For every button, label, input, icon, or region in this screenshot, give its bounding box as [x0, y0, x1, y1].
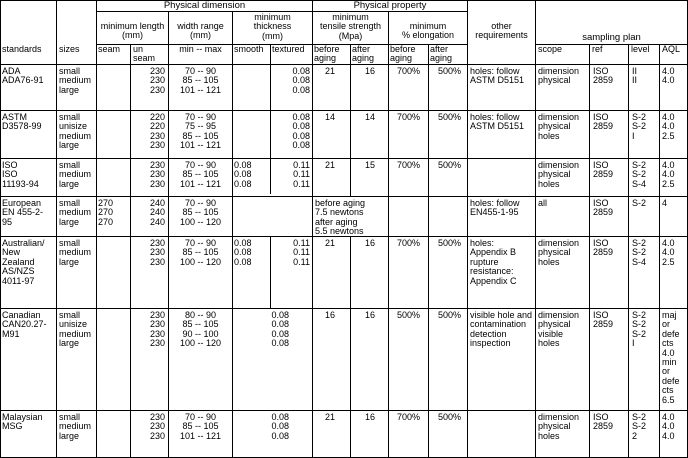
cell-width-range: 70 -- 90 85 -- 105 101 -- 121 — [179, 412, 222, 441]
header-minimum-tensile: minimum tensile strength (Mpa) — [319, 12, 382, 41]
cell-textured-thickness: 0.08 0.08 0.08 — [292, 66, 310, 95]
header-scope: scope — [538, 44, 563, 54]
cell-other-requirements: holes: follow ASTM D5151 — [470, 66, 525, 86]
cell-elongation-after: 500% — [438, 112, 462, 122]
cell-tensile-after: 16 — [365, 66, 376, 76]
header-aql: AQL — [662, 44, 681, 54]
col-rule — [467, 0, 468, 458]
cell-unseam-length: 230 230 230 — [149, 412, 165, 441]
cell-standard: European EN 455-2- 95 — [2, 198, 44, 227]
cell-tensile-after: 16 — [365, 412, 376, 422]
cell-tensile-after: 16 — [365, 310, 376, 320]
col-rule — [232, 11, 233, 458]
header-elongation-after: after aging — [430, 44, 453, 64]
cell-textured-thickness: 0.11 0.11 0.11 — [293, 238, 310, 267]
cell-level: S-2 S-2 S-2 I — [632, 310, 647, 349]
cell-width-range: 70 -- 90 85 -- 105 100 -- 120 — [179, 238, 222, 267]
cell-tensile-strength: before aging 7.5 newtons after aging 5.5 newtons — [315, 198, 366, 237]
cell-elongation-after: 500% — [438, 310, 462, 320]
cell-elongation-before: 700% — [397, 112, 421, 122]
cell-sizes: small unisize medium large — [59, 112, 92, 151]
cell-standard: Australian/ New Zealand AS/NZS 4011-97 — [2, 238, 45, 286]
col-rule — [388, 11, 389, 458]
header-width-range: width range (mm) — [177, 21, 224, 41]
cell-elongation-after: 500% — [438, 160, 462, 170]
cell-scope: dimension physical holes — [538, 112, 580, 141]
header-ref: ref — [592, 44, 603, 54]
header-standards: standards — [2, 44, 42, 54]
cell-smooth-thickness: 0.08 0.08 0.08 — [234, 238, 252, 267]
header-minimum-length: minimum length (mm) — [100, 21, 165, 41]
cell-tensile-after: 16 — [365, 238, 376, 248]
cell-elongation-after: 500% — [438, 238, 462, 248]
cell-aql: 4.0 4.0 — [662, 66, 675, 86]
header-other-requirements: other requirements — [475, 21, 528, 41]
header-un-seam: un seam — [133, 44, 156, 64]
header-physical-property: Physical property — [353, 0, 427, 11]
cell-tensile-after: 15 — [365, 160, 376, 170]
cell-sizes: small medium large — [59, 198, 92, 227]
header-elongation-before: before aging — [390, 44, 416, 64]
cell-elongation-before: 700% — [397, 66, 421, 76]
cell-textured-thickness: 0.08 0.08 0.08 0.08 — [292, 112, 310, 151]
cell-level: S-2 S-2 I — [632, 112, 647, 141]
header-smooth: smooth — [234, 44, 264, 54]
cell-ref: ISO 2859 — [593, 310, 614, 330]
cell-standard: ASTM D3578-99 — [2, 112, 42, 132]
cell-other-requirements: holes: Appendix B rupture resistance: Appendix C — [470, 238, 517, 286]
cell-aql: 4 — [662, 198, 668, 208]
row-separator — [0, 196, 688, 197]
header-seam: seam — [98, 44, 121, 54]
cell-aql: 4.0 4.0 2.5 — [662, 238, 675, 267]
cell-tensile-before: 21 — [325, 238, 336, 248]
row-separator — [0, 110, 688, 111]
cell-unseam-length: 240 240 240 — [149, 198, 165, 227]
cell-standard: Malaysian MSG — [2, 412, 43, 432]
cell-width-range: 70 -- 90 85 -- 105 101 -- 121 — [179, 160, 222, 189]
cell-level: S-2 S-2 S-4 — [632, 238, 647, 267]
cell-scope: dimension physical — [538, 66, 580, 86]
cell-level: S-2 S-2 S-4 — [632, 160, 647, 189]
header-sampling-plan: sampling plan — [582, 32, 641, 43]
cell-tensile-before: 21 — [325, 160, 336, 170]
cell-sizes: small medium large — [59, 160, 92, 189]
cell-sizes: small medium large — [59, 66, 92, 95]
col-rule — [56, 0, 57, 458]
cell-unseam-length: 230 230 230 — [149, 66, 165, 95]
col-rule — [350, 44, 351, 196]
cell-scope: dimension physical visible holes — [538, 310, 580, 349]
cell-ref: ISO 2859 — [593, 160, 614, 180]
cell-tensile-before: 21 — [325, 412, 336, 422]
col-rule — [350, 236, 351, 458]
col-rule — [96, 0, 97, 458]
cell-ref: ISO 2859 — [593, 412, 614, 432]
cell-elongation-before: 700% — [397, 160, 421, 170]
col-rule — [659, 44, 660, 458]
cell-elongation-before: 700% — [397, 412, 421, 422]
cell-other-requirements: holes: follow ASTM D5151 — [470, 112, 525, 132]
row-separator — [0, 308, 688, 309]
cell-other-requirements: holes: follow EN455-1-95 — [470, 198, 520, 218]
cell-level: S-2 — [632, 198, 647, 208]
cell-ref: ISO 2859 — [593, 66, 614, 86]
header-min-max: min -- max — [179, 44, 222, 54]
cell-elongation-before: 700% — [397, 238, 421, 248]
cell-level: S-2 S-2 2 — [632, 412, 647, 441]
cell-tensile-before: 16 — [325, 310, 336, 320]
cell-ref: ISO 2859 — [593, 112, 614, 132]
cell-thickness: 0.08 0.08 0.08 0.08 — [271, 310, 289, 349]
header-sizes: sizes — [59, 44, 80, 54]
cell-elongation-before: 500% — [397, 310, 421, 320]
cell-seam-length: 270 270 270 — [98, 198, 114, 227]
header-textured: textured — [272, 44, 305, 54]
row-separator — [0, 410, 688, 411]
cell-width-range: 70 -- 90 85 -- 105 101 -- 121 — [179, 66, 222, 95]
cell-width-range: 70 -- 90 85 -- 105 100 -- 120 — [179, 198, 222, 227]
col-rule — [428, 44, 429, 458]
rule-header-bottom — [0, 64, 688, 65]
header-tensile-after: after aging — [352, 44, 375, 64]
cell-level: II II — [632, 66, 638, 86]
cell-unseam-length: 230 230 230 230 — [149, 310, 165, 349]
cell-thickness: 0.08 0.08 0.08 — [271, 412, 289, 441]
cell-standard: Canadian CAN20.27- M91 — [2, 310, 47, 339]
cell-other-requirements: visible hole and contamination detection inspection — [470, 310, 533, 349]
cell-unseam-length: 230 230 230 — [149, 238, 165, 267]
cell-elongation-after: 500% — [438, 412, 462, 422]
col-rule — [535, 0, 536, 458]
cell-standard: ISO ISO 11193-94 — [2, 160, 39, 189]
header-physical-dimension: Physical dimension — [163, 0, 246, 11]
cell-sizes: small medium large — [59, 412, 92, 441]
header-tensile-before: before aging — [314, 44, 340, 64]
cell-textured-thickness: 0.11 0.11 0.11 — [293, 160, 310, 189]
cell-tensile-after: 14 — [365, 112, 376, 122]
col-rule — [628, 44, 629, 458]
cell-aql: 4.0 4.0 2.5 — [662, 160, 675, 189]
row-separator — [0, 158, 688, 159]
cell-tensile-before: 14 — [325, 112, 336, 122]
cell-sizes: small medium large — [59, 238, 92, 267]
cell-scope: dimension physical holes — [538, 412, 580, 441]
cell-scope: dimension physical holes — [538, 160, 580, 189]
header-level: level — [631, 44, 650, 54]
cell-ref: ISO 2859 — [593, 198, 614, 218]
cell-elongation-after: 500% — [438, 66, 462, 76]
col-rule — [589, 44, 590, 458]
cell-aql: 4.0 4.0 4.0 — [662, 412, 675, 441]
cell-standard: ADA ADA76-91 — [2, 66, 44, 86]
header-minimum-elongation: minimum % elongation — [401, 21, 455, 41]
cell-tensile-before: 21 — [325, 66, 336, 76]
cell-smooth-thickness: 0.08 0.08 0.08 — [234, 160, 252, 189]
header-minimum-thickness: minimum thickness (mm) — [253, 12, 292, 41]
cell-sizes: small unisize medium large — [59, 310, 92, 349]
cell-aql: maj or defe cts 4.0 min or defe cts 6.5 — [662, 310, 680, 405]
cell-unseam-length: 220 220 230 230 — [149, 112, 165, 151]
cell-scope: dimension physical holes — [538, 238, 580, 267]
cell-width-range: 80 -- 90 85 -- 105 90 -- 100 100 -- 120 — [179, 310, 222, 349]
border-left — [0, 0, 1, 458]
cell-width-range: 70 -- 90 75 -- 95 85 -- 105 101 -- 121 — [179, 112, 222, 151]
cell-aql: 4.0 4.0 2.5 — [662, 112, 675, 141]
cell-unseam-length: 230 230 230 — [149, 160, 165, 189]
col-rule — [312, 0, 313, 458]
cell-scope: all — [538, 198, 548, 208]
cell-ref: ISO 2859 — [593, 238, 614, 258]
